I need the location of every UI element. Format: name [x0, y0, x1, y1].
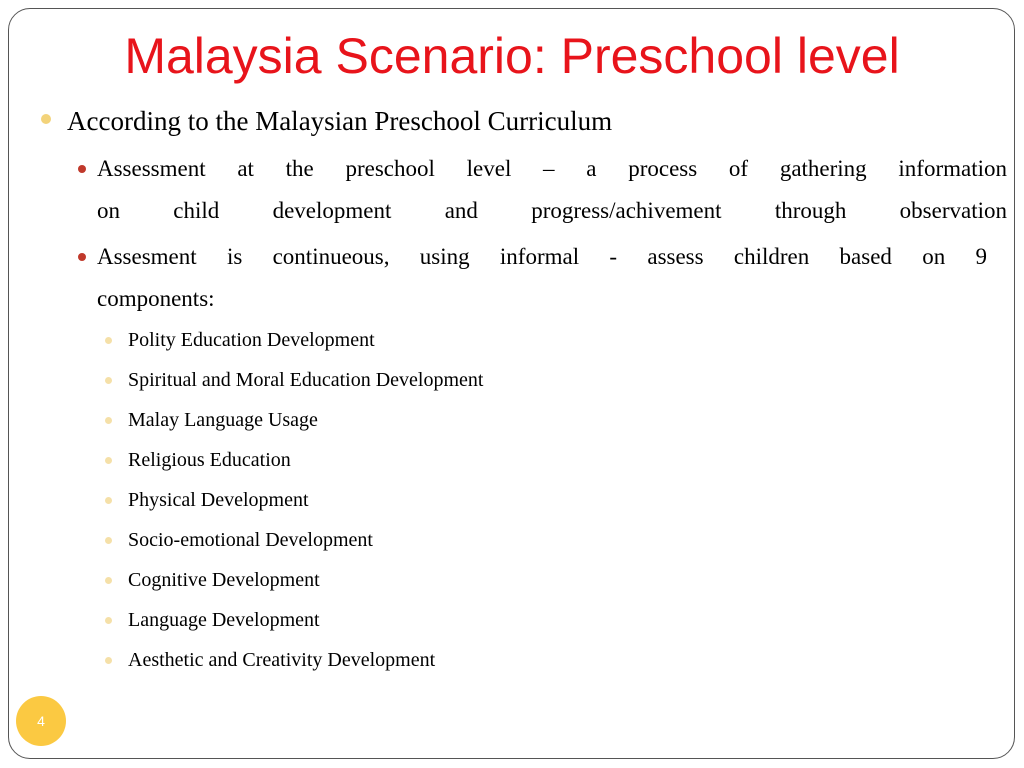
bullet-level3 — [105, 657, 112, 664]
bullet-level3 — [105, 457, 112, 464]
component-item: Cognitive Development — [128, 569, 320, 591]
level2-item-line: on child development and progress/achivement through observation — [97, 198, 1007, 223]
component-item: Socio-emotional Development — [128, 529, 373, 551]
level1-text: According to the Malaysian Preschool Curriculum — [67, 106, 613, 136]
bullet-level2 — [78, 253, 86, 261]
component-item: Religious Education — [128, 449, 291, 471]
component-item: Spiritual and Moral Education Development — [128, 369, 484, 391]
component-item: Language Development — [128, 609, 320, 631]
bullet-level3 — [105, 417, 112, 424]
bullet-level1 — [41, 114, 51, 124]
component-item: Physical Development — [128, 489, 309, 511]
level2-item-assesment — [97, 236, 987, 320]
slide-title: Malaysia Scenario: Preschool level — [124, 28, 900, 84]
component-item: Malay Language Usage — [128, 409, 318, 431]
bullet-level3 — [105, 577, 112, 584]
page-number-badge: 4 — [16, 696, 66, 746]
level2-item-line: Assessment at the preschool level – a process of gathering information — [97, 156, 1007, 181]
bullet-level3 — [105, 617, 112, 624]
level2-item-line: components: — [97, 286, 215, 311]
level2-item-assessment — [97, 148, 1007, 232]
bullet-level2 — [78, 165, 86, 173]
bullet-level3 — [105, 497, 112, 504]
bullet-level3 — [105, 537, 112, 544]
bullet-level3 — [105, 377, 112, 384]
component-item: Aesthetic and Creativity Development — [128, 649, 436, 671]
component-item: Polity Education Development — [128, 329, 375, 351]
level2-item-line: Assesment is continueous, using informal - assess children based on 9 — [97, 244, 987, 269]
bullet-level3 — [105, 337, 112, 344]
